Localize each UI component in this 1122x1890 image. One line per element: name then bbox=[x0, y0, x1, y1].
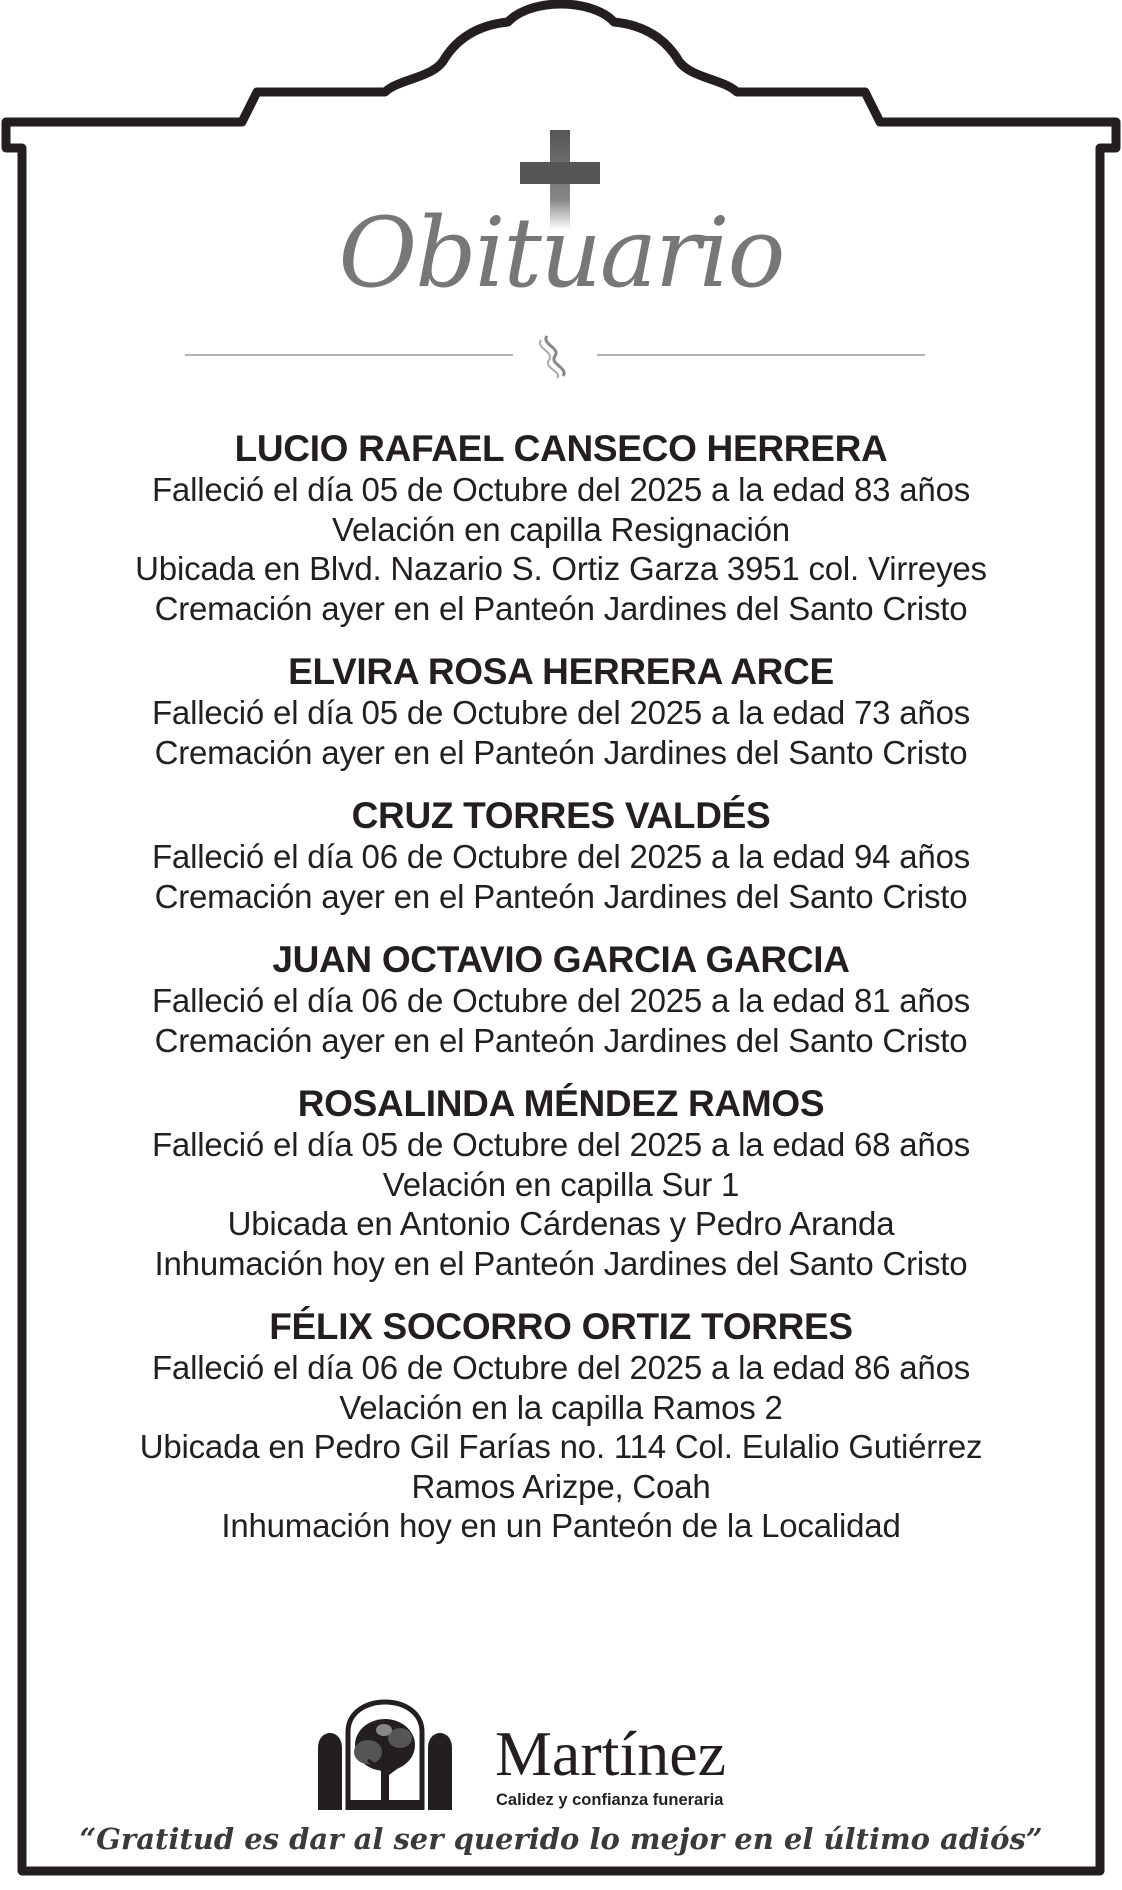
deceased-name: ROSALINDA MÉNDEZ RAMOS bbox=[297, 1083, 825, 1124]
obituary-entry bbox=[30, 1306, 1092, 1546]
detail-line: Inhumación hoy en un Panteón de la Localidad bbox=[221, 1507, 901, 1544]
obituary-entry bbox=[30, 651, 1092, 772]
deceased-name: LUCIO RAFAEL CANSECO HERRERA bbox=[234, 428, 888, 469]
obituary-entry bbox=[30, 939, 1092, 1060]
detail-line: Ubicada en Pedro Gil Farías no. 114 Col. Eulalio Gutiérrez bbox=[139, 1428, 983, 1465]
detail-line: Falleció el día 05 de Octubre del 2025 a la edad 68 años bbox=[151, 1126, 971, 1163]
page-title: Obituario bbox=[338, 197, 784, 309]
detail-line: Ubicada en Antonio Cárdenas y Pedro Aranda bbox=[227, 1205, 895, 1242]
obituary-entry bbox=[30, 428, 1092, 628]
detail-line: Velación en capilla Sur 1 bbox=[382, 1165, 740, 1203]
detail-line: Velación en capilla Resignación bbox=[332, 510, 790, 548]
obituary-entry bbox=[30, 795, 1092, 916]
deceased-name: JUAN OCTAVIO GARCIA GARCIA bbox=[272, 939, 850, 980]
obituary-entry bbox=[30, 1083, 1092, 1283]
detail-line: Velación en la capilla Ramos 2 bbox=[339, 1388, 783, 1426]
detail-line: Falleció el día 06 de Octubre del 2025 a la edad 81 años bbox=[151, 982, 971, 1019]
closing-quote: “Gratitud es dar al ser querido lo mejor en el último adiós” bbox=[79, 1822, 1043, 1856]
deceased-name: CRUZ TORRES VALDÉS bbox=[351, 795, 771, 836]
detail-line: Cremación ayer en el Panteón Jardines del Santo Cristo bbox=[154, 1021, 968, 1059]
detail-line: Falleció el día 05 de Octubre del 2025 a la edad 73 años bbox=[151, 694, 971, 731]
detail-line: Inhumación hoy en el Panteón Jardines del Santo Cristo bbox=[154, 1244, 968, 1282]
deceased-name: FÉLIX SOCORRO ORTIZ TORRES bbox=[269, 1306, 853, 1347]
detail-line: Cremación ayer en el Panteón Jardines del Santo Cristo bbox=[154, 589, 968, 627]
detail-line: Falleció el día 06 de Octubre del 2025 a la edad 94 años bbox=[151, 838, 971, 875]
obituary-list bbox=[30, 428, 1092, 1569]
brand-tagline: Calidez y confianza funeraria bbox=[496, 1791, 724, 1809]
deceased-name: ELVIRA ROSA HERRERA ARCE bbox=[288, 651, 834, 692]
detail-line: Cremación ayer en el Panteón Jardines del Santo Cristo bbox=[154, 877, 968, 915]
brand-name: Martínez bbox=[495, 1718, 726, 1789]
detail-line: Falleció el día 06 de Octubre del 2025 a la edad 86 años bbox=[151, 1349, 971, 1386]
detail-line: Cremación ayer en el Panteón Jardines del Santo Cristo bbox=[154, 733, 968, 771]
detail-line: Falleció el día 05 de Octubre del 2025 a la edad 83 años bbox=[151, 471, 971, 508]
detail-line: Ramos Arizpe, Coah bbox=[411, 1467, 711, 1505]
detail-line: Ubicada en Blvd. Nazario S. Ortiz Garza 3951 col. Virreyes bbox=[135, 550, 987, 587]
scroll-ornament-icon bbox=[185, 330, 925, 380]
